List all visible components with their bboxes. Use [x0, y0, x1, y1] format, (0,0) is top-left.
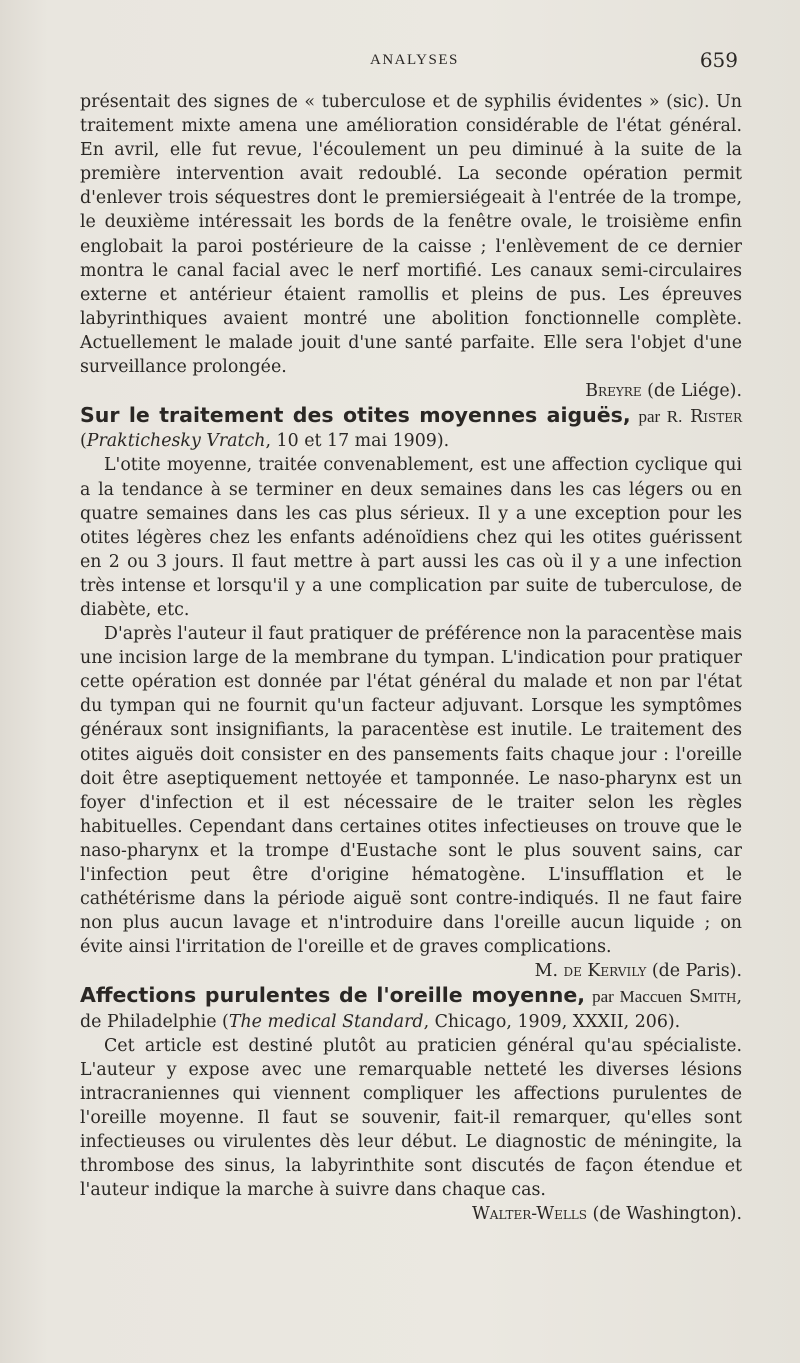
byline-prefix: par Maccuen — [592, 987, 682, 1007]
article-affections — [80, 983, 742, 1226]
source-date: , 10 et 17 mai 1909). — [265, 431, 450, 452]
article-heading — [80, 403, 742, 453]
byline-prefix: par R. — [638, 407, 683, 427]
signature-name: Walter-Wells — [471, 1204, 587, 1225]
source-open: ( — [80, 431, 87, 452]
journal-name: The medical Standard — [228, 1011, 424, 1032]
paragraph: L'otite moyenne, traitée convenablement, est une affection cyclique qui a la tendance à se terminer en deux semaines dans les cas légers ou en quatre semaines dans les cas plus sérieux. Il y a une exception pour les otites légères chez les enfants adénoïdiens chez qui les otites guérissent en 2 ou 3 jours. Il faut mettre à part aussi les cas où il y a une infection très intense et lorsqu'il y a une complication par suite de tuberculose, de diabète, etc. — [80, 455, 742, 620]
page-number: 659 — [699, 48, 738, 72]
author-name: Smith — [689, 987, 737, 1008]
source-open: , de Philadelphie ( — [80, 987, 743, 1032]
signature — [80, 1202, 742, 1226]
journal-name: Praktichesky Vratch — [86, 431, 266, 452]
signature-name: Breyre — [585, 381, 642, 402]
signature — [80, 959, 742, 983]
signature — [80, 379, 742, 403]
signature-place: (de Liége). — [647, 381, 742, 402]
signature-name: M. de Kervily — [534, 961, 647, 982]
paragraph: présentait des signes de « tuberculose et de syphilis évidentes » (sic). Un traitement mixte amena une amélioration considérable de l'état général. En avril, elle fut revue, l'écoulement un peu diminué à la suite de la première intervention avait redoublé. La seconde opération permit d'enlever trois séquestres dont le premiersiégeait à l'entrée de la trompe, le deuxième intéressait les bords de la fenêtre ovale, le troisième enfin englobait la paroi postérieure de la caisse ; l'enlèvement de ce dernier montra le canal facial avec le nerf mortifié. Les canaux semi-circulaires externe et antérieur étaient ramollis et pleins de pus. Les épreuves labyrinthiques avaient montré une abolition fonctionnelle complète. Actuellement le malade jouit d'une santé parfaite. Elle sera l'objet d'une surveillance prolongée. — [80, 92, 742, 378]
signature-place: (de Washington). — [592, 1204, 742, 1225]
running-head — [80, 46, 742, 76]
running-title: ANALYSES — [370, 52, 459, 68]
article-title: Affections purulentes de l'oreille moyenne, — [80, 983, 586, 1008]
article-title: Sur le traitement des otites moyennes aiguës, — [80, 403, 631, 428]
article-continued — [80, 90, 742, 403]
author-name: Rister — [690, 407, 742, 428]
paragraph: D'après l'auteur il faut pratiquer de préférence non la paracentèse mais une incision large de la membrane du tympan. L'indication pour pratiquer cette opération est donnée par l'état général du malade et non par l'état du tympan qui ne fournit qu'un facteur adjuvant. Lorsque les symptômes généraux sont insignifiants, la paracentèse est inutile. Le traitement des otites aiguës doit consister en des pansements faits chaque jour : l'oreille doit être aseptiquement nettoyée et tamponnée. Le naso-pharynx est un foyer d'infection et il est nécessaire de le traiter selon les règles habituelles. Cependant dans certaines otites infectieuses on trouve que le naso-pharynx et la trompe d'Eustache sont le plus souvent sains, car l'infection peut être d'origine hématogène. L'insufflation et le cathétérisme dans la période aiguë sont contre-indiqués. Il ne faut faire non plus aucun lavage et n'introduire dans l'oreille aucun liquide ; on évite ainsi l'irritation de l'oreille et de graves complications. — [80, 624, 742, 958]
paragraph: Cet article est destiné plutôt au praticien général qu'au spécialiste. L'auteur y expose avec une remarquable netteté les diverses lésions intracraniennes qui viennent compliquer les affections purulentes de l'oreille moyenne. Il faut se souvenir, fait-il remarquer, qu'elles sont infectieuses ou virulentes dès leur début. Le diagnostic de méningite, la thrombose des sinus, la labyrinthite sont discutés de façon étendue et l'auteur indique la marche à suivre dans chaque cas. — [80, 1035, 742, 1201]
article-heading — [80, 983, 742, 1033]
signature-place: (de Paris). — [651, 961, 742, 982]
article-otites — [80, 403, 742, 983]
source-date: , Chicago, 1909, XXXII, 206). — [423, 1011, 681, 1032]
